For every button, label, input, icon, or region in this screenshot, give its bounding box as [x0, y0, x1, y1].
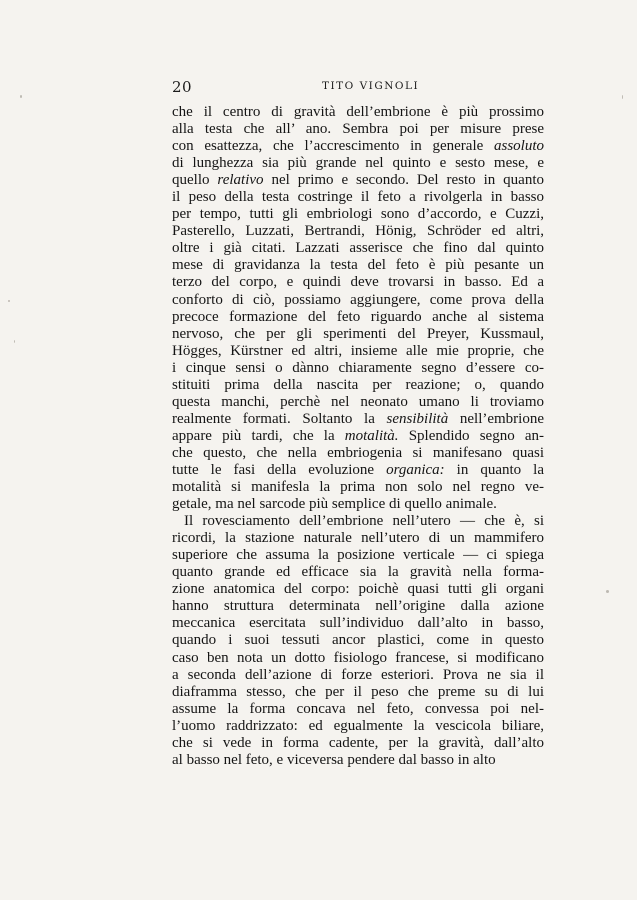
italic-term: assoluto — [493, 138, 544, 155]
text-run: per tempo, tutti gli embriologi sono d’accordo, e Cuzzi, — [172, 206, 544, 223]
text-line — [172, 292, 544, 309]
text-run: in quanto la — [444, 461, 544, 478]
text-run: quanto grande ed efficace sia la gravità nella forma- — [172, 564, 544, 581]
text-line — [172, 326, 544, 343]
scan-speck — [14, 340, 15, 343]
text-run: Splendido segno an- — [398, 427, 545, 444]
text-run: zione anatomica del corpo: poichè quasi tutti gli organi — [172, 581, 544, 598]
text-line — [172, 718, 544, 735]
text-line — [172, 257, 544, 274]
text-run: tutte le fasi della evoluzione — [172, 461, 387, 478]
text-line — [172, 428, 544, 445]
scan-speck — [8, 300, 10, 302]
text-line — [172, 189, 544, 206]
text-line — [172, 155, 544, 172]
text-line — [172, 598, 544, 615]
text-line — [172, 462, 544, 479]
text-line — [172, 138, 544, 155]
text-line — [172, 632, 544, 649]
text-run: che questo, che nella embriogenia si manifesano quasi — [172, 444, 544, 461]
text-run: che il centro di gravità dell’embrione è più prossimo — [172, 104, 544, 120]
text-run: realmente formati. Soltanto la — [172, 410, 387, 427]
text-run: meccanica esercitata sull’individuo dall’alto in basso, — [172, 615, 544, 632]
italic-term: organica: — [386, 461, 445, 478]
text-run: getale, ma nel sarcode più semplice di quello animale. — [172, 496, 497, 513]
text-line — [172, 735, 544, 752]
text-run: nell’embrione — [448, 410, 545, 427]
text-run: nervoso, che per gli sperimenti del Preyer, Kussmaul, — [172, 325, 544, 342]
text-line — [172, 121, 544, 138]
text-line — [172, 206, 544, 223]
text-run: questa manchi, perchè nel neonato umano li troviamo — [172, 393, 544, 410]
text-line — [172, 240, 544, 257]
page-number: 20 — [172, 78, 193, 96]
text-line — [172, 309, 544, 326]
text-run: mese di gravidanza la testa del feto è più pesante un — [172, 257, 544, 274]
text-line — [172, 360, 544, 377]
italic-term: sensibilità — [386, 410, 449, 427]
text-run: con esattezza, che l’accrescimento in generale — [172, 138, 494, 155]
text-run: stituiti prima della nascita per reazione; o, quando — [172, 376, 544, 393]
text-line — [172, 343, 544, 360]
scan-speck — [20, 95, 22, 98]
scan-speck — [606, 590, 609, 593]
text-line — [172, 752, 544, 769]
text-line — [172, 377, 544, 394]
text-run: superiore che assuma la posizione verticale — ci spiega — [172, 547, 544, 564]
running-head: TITO VIGNOLI — [322, 80, 420, 92]
text-run: di lunghezza sia più grande nel quinto e sesto mese, e — [172, 155, 544, 172]
text-run: che si vede in forma cadente, per la gravità, dall’alto — [172, 734, 544, 751]
text-run: diaframma stesso, che per il peso che preme su di lui — [172, 683, 544, 700]
text-line — [172, 684, 544, 701]
text-run: oltre i già citati. Lazzati asserisce che fino dal quinto — [172, 240, 544, 257]
scan-speck — [622, 95, 623, 99]
text-line — [172, 411, 544, 428]
text-run: al basso nel feto, e viceversa pendere dal basso in alto — [172, 751, 496, 768]
text-run: ricordi, la stazione naturale nell’utero di un mammifero — [172, 530, 544, 547]
italic-term: relativo — [217, 172, 264, 189]
text-line — [172, 445, 544, 462]
text-run: Il rovesciamento dell’embrione nell’utero — che è, si — [184, 513, 544, 530]
text-run: caso ben nota un dotto fisiologo francese, si modificano — [172, 649, 544, 666]
text-run: hanno struttura determinata nell’origine dalla azione — [172, 598, 544, 615]
text-run: terzo del corpo, e quindi deve trovarsi in basso. Ed a — [172, 274, 544, 291]
text-run: alla testa che all’ ano. Sembra poi per misure prese — [172, 121, 544, 138]
text-run: nel primo e secondo. Del resto in quanto — [263, 172, 544, 189]
text-run: quello — [172, 172, 218, 189]
text-line — [172, 496, 544, 513]
text-run: assume la forma concava nel feto, convessa poi nel- — [172, 700, 544, 717]
text-run: quando i suoi tessuti ancor plastici, come in questo — [172, 632, 544, 649]
text-line — [172, 513, 544, 530]
text-line — [172, 530, 544, 547]
italic-term: motalità. — [344, 427, 399, 444]
text-run: a seconda dell’azione di forze esteriori. Prova ne sia il — [172, 666, 544, 683]
text-run: il peso della testa costringe il feto a rivolgerla in basso — [172, 189, 544, 206]
text-run: appare più tardi, che la — [172, 427, 345, 444]
text-run: Pasterello, Luzzati, Bertrandi, Hönig, Schröder ed altri, — [172, 223, 544, 240]
text-run: Högges, Kürstner ed altri, insieme alle mie proprie, che — [172, 342, 544, 359]
text-line — [172, 104, 544, 121]
text-line — [172, 615, 544, 632]
text-run: precoce formazione del feto riguardo anche al sistema — [172, 308, 544, 325]
text-line — [172, 394, 544, 411]
page-header — [172, 78, 544, 98]
text-line — [172, 274, 544, 291]
text-run: conforto di ciò, possiamo aggiungere, come prova della — [172, 291, 544, 308]
body-text — [172, 104, 544, 769]
text-line — [172, 172, 544, 189]
text-line — [172, 479, 544, 496]
text-line — [172, 667, 544, 684]
text-line — [172, 564, 544, 581]
text-run: motalità si manifesla la prima non solo nel regno ve- — [172, 479, 544, 496]
text-run: l’uomo raddrizzato: ed egualmente la vescicola biliare, — [172, 717, 544, 734]
text-line — [172, 650, 544, 667]
text-line — [172, 547, 544, 564]
text-line — [172, 223, 544, 240]
text-line — [172, 701, 544, 718]
text-line — [172, 581, 544, 598]
text-run: i cinque sensi o dànno chiaramente segno d’essere co- — [172, 359, 544, 376]
